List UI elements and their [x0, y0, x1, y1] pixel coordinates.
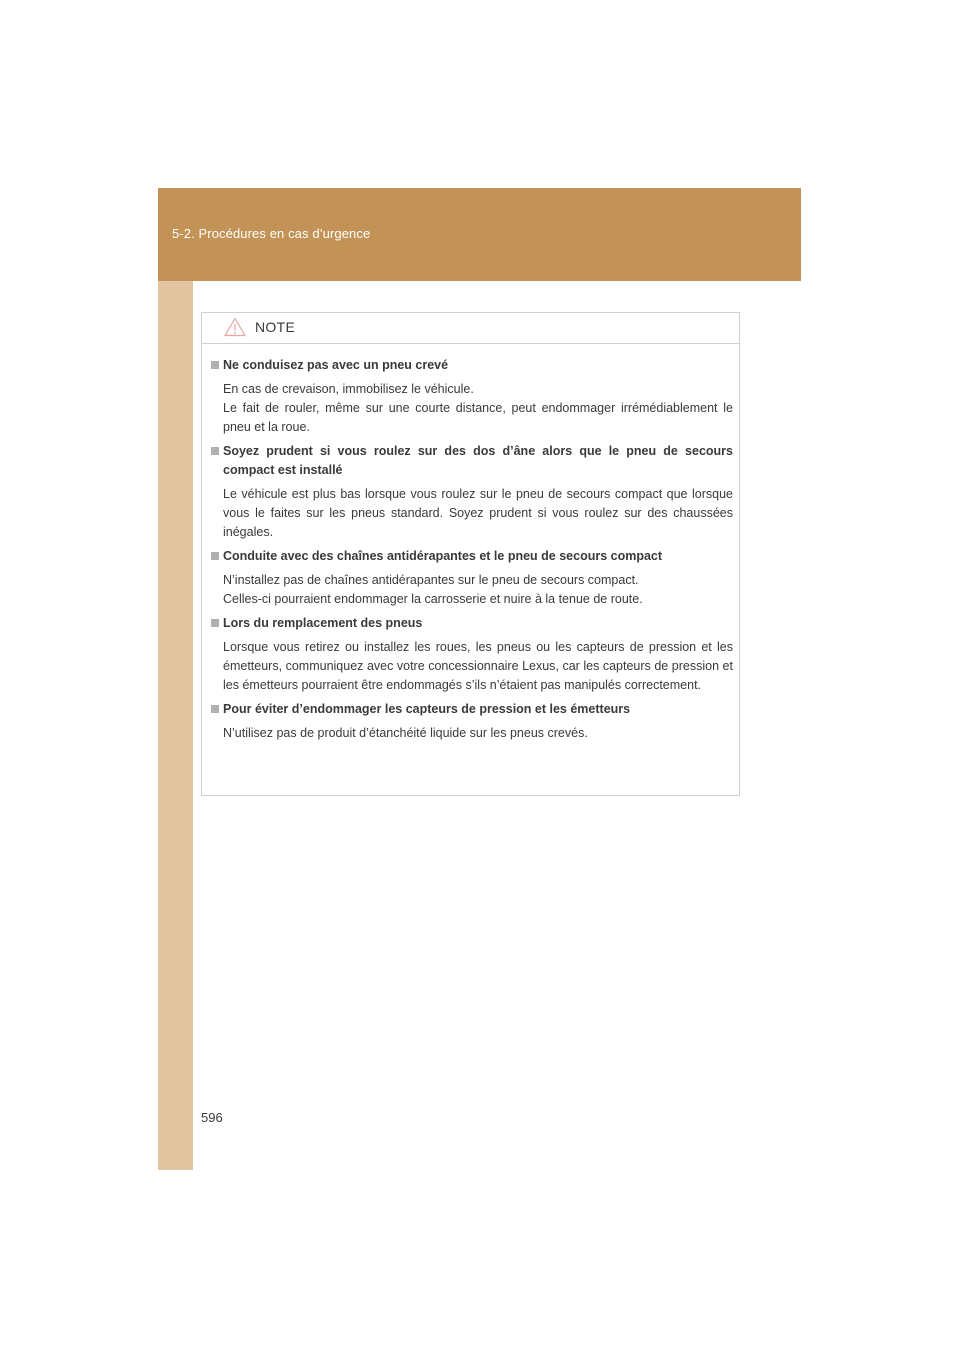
note-item [210, 547, 733, 609]
square-bullet-icon [211, 552, 219, 560]
square-bullet-icon [211, 619, 219, 627]
note-item [210, 700, 733, 743]
side-strip [158, 188, 193, 1170]
item-paragraph: Celles-ci pourraient endommager la carrosserie et nuire à la tenue de route. [223, 592, 643, 606]
page-number: 596 [201, 1110, 223, 1125]
note-body [202, 344, 739, 743]
item-title: Conduite avec des chaînes antidérapantes et le pneu de secours compact [223, 549, 663, 563]
item-paragraph: Le fait de rouler, même sur une courte distance, peut endommager irrémédiablement le pneu et la roue. [223, 401, 733, 434]
item-paragraph: N’installez pas de chaînes antidérapantes sur le pneu de secours compact. [223, 573, 639, 587]
item-paragraph: Lorsque vous retirez ou installez les roues, les pneus ou les capteurs de pression et les émetteurs, communiquez avec votre concessionnaire Lexus, car les capteurs de pression et les émetteurs pourraient être endommagés s’ils n’étaient pas manipulés correctement. [223, 640, 733, 692]
note-header [202, 313, 739, 344]
note-item [210, 614, 733, 695]
square-bullet-icon [211, 361, 219, 369]
note-item [210, 442, 733, 542]
warning-triangle-icon [224, 317, 246, 337]
item-title: Lors du remplacement des pneus [223, 616, 423, 630]
note-box [201, 312, 740, 796]
item-title: Pour éviter d’endommager les capteurs de pression et les émetteurs [223, 702, 631, 716]
note-item [210, 356, 733, 437]
item-paragraph: N’utilisez pas de produit d’étanchéité liquide sur les pneus crevés. [223, 726, 588, 740]
item-paragraph: Le véhicule est plus bas lorsque vous roulez sur le pneu de secours compact que lorsque vous le faites sur les pneus standard. Soyez prudent si vous roulez sur des chaussées inégales. [223, 487, 733, 539]
square-bullet-icon [211, 447, 219, 455]
item-title: Ne conduisez pas avec un pneu crevé [223, 358, 449, 372]
square-bullet-icon [211, 705, 219, 713]
note-label: NOTE [255, 319, 296, 335]
item-title: Soyez prudent si vous roulez sur des dos d’âne alors que le pneu de secours compact est installé [223, 444, 733, 477]
item-paragraph: En cas de crevaison, immobilisez le véhicule. [223, 382, 474, 396]
section-title: 5-2. Procédures en cas d’urgence [172, 226, 371, 241]
